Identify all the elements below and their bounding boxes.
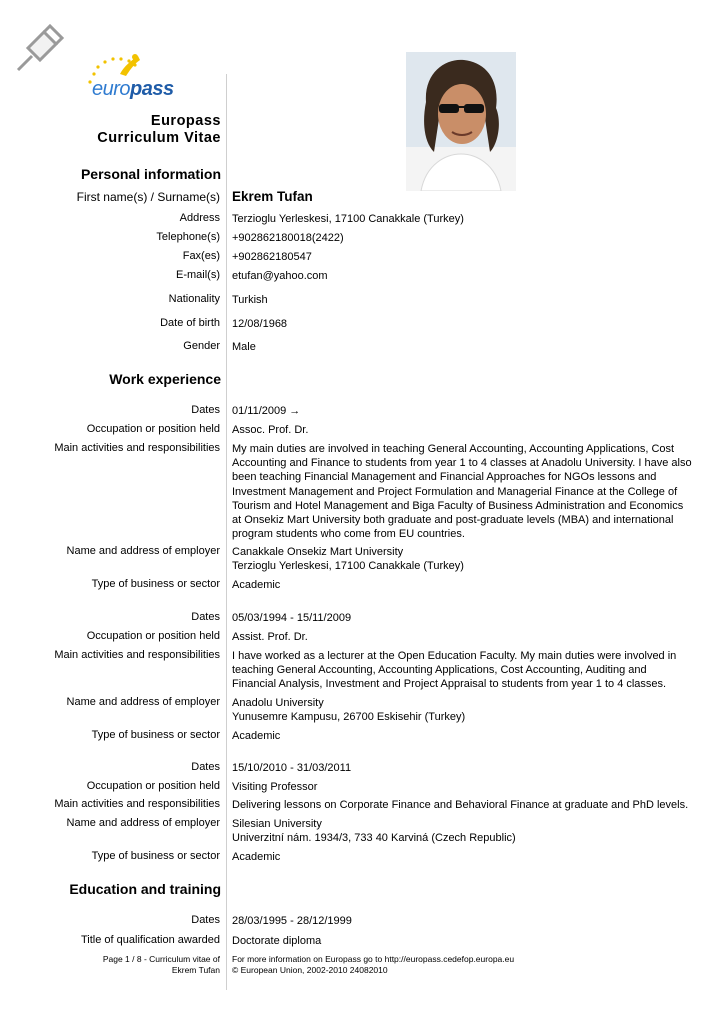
section-education-training: Education and training: [69, 881, 221, 897]
gender-value: Male: [232, 341, 256, 353]
job3-occupation-value: Visiting Professor: [232, 781, 318, 793]
fax-label: Fax(es): [182, 250, 220, 262]
footer-info-line1[interactable]: For more information on Europass go to http://europass.cedefop.europa.eu: [232, 954, 515, 964]
email-label: E-mail(s): [176, 269, 220, 281]
cv-title-line2: Curriculum Vitae: [97, 130, 221, 146]
job1-dates-value: 01/11/2009 →: [232, 405, 301, 417]
job1-employer-name: Canakkale Onsekiz Mart University: [232, 546, 404, 558]
europass-logo: [80, 52, 190, 102]
job2-employer-name: Anadolu University: [232, 697, 324, 709]
job3-occupation-label: Occupation or position held: [86, 780, 220, 792]
name-value: Ekrem Tufan: [232, 189, 313, 204]
cv-title-line1: Europass: [150, 113, 221, 129]
name-label: First name(s) / Surname(s): [76, 190, 220, 204]
job1-activities-label: Main activities and responsibilities: [54, 442, 220, 454]
job1-sector-label: Type of business or sector: [91, 578, 220, 590]
job2-employer-label: Name and address of employer: [66, 696, 220, 708]
section-personal-information: Personal information: [80, 166, 221, 182]
dob-value: 12/08/1968: [232, 318, 288, 330]
job2-dates-value: 05/03/1994 - 15/11/2009: [232, 612, 352, 624]
edu-qualification-value: Doctorate diploma: [232, 935, 322, 947]
address-label: Address: [179, 212, 220, 224]
job2-sector-value: Academic: [232, 730, 281, 742]
job3-activities-value: Delivering lessons on Corporate Finance and Behavioral Finance at graduate and PhD levels.: [232, 799, 689, 811]
footer-page-line1: Page 1 / 8 - Curriculum vitae of: [102, 954, 220, 964]
job2-occupation-value: Assist. Prof. Dr.: [232, 631, 308, 643]
edu-dates-value: 28/03/1995 - 28/12/1999: [232, 915, 352, 927]
telephone-value: +902862180018(2422): [232, 232, 344, 244]
job3-activities-label: Main activities and responsibilities: [54, 798, 220, 810]
job1-employer-address: Terzioglu Yerleskesi, 17100 Canakkale (Turkey): [232, 560, 464, 572]
job1-dates-label: Dates: [191, 404, 220, 416]
job3-sector-value: Academic: [232, 851, 281, 863]
gender-label: Gender: [183, 340, 220, 352]
job2-activities-label: Main activities and responsibilities: [54, 649, 220, 661]
job1-activities-value: My main duties are involved in teaching General Accounting, Accounting Applications, Cost Accounting and Finance to students from year 1 to 4 classes at Anadolu University. I have also been teaching Financial Management and Financial Approaches for NGOs lessons and Investment Management and Project Formulation and Managerial Finance at the College of Tourism and Hotel Management and Biga Faculty of Business Administration and Economics at Onsekiz Mart University both graduate and post-graduate levels (MBA) and international program students who come from EU countries.: [232, 443, 692, 541]
address-value: Terzioglu Yerleskesi, 17100 Canakkale (Turkey): [232, 213, 464, 225]
telephone-label: Telephone(s): [156, 231, 220, 243]
job3-sector-label: Type of business or sector: [91, 850, 220, 862]
job2-employer-address: Yunusemre Kampusu, 26700 Eskisehir (Turkey): [232, 711, 466, 723]
job2-sector-label: Type of business or sector: [91, 729, 220, 741]
edu-qualification-label: Title of qualification awarded: [80, 934, 220, 946]
pushpin-icon: [10, 18, 70, 78]
job1-sector-value: Academic: [232, 579, 281, 591]
job2-occupation-label: Occupation or position held: [86, 630, 220, 642]
fax-value: +902862180547: [232, 251, 312, 263]
job3-dates-label: Dates: [191, 761, 220, 773]
footer-europass-info: [232, 954, 514, 976]
job2-dates-label: Dates: [191, 611, 220, 623]
job3-employer-address: Univerzitní nám. 1934/3, 733 40 Karviná (Czech Republic): [232, 832, 516, 844]
email-value[interactable]: etufan@yahoo.com: [232, 270, 328, 282]
logo-text-pass: pass: [130, 78, 174, 100]
nationality-value: Turkish: [232, 294, 268, 306]
nationality-label: Nationality: [168, 293, 220, 305]
job2-activities-value: I have worked as a lecturer at the Open Education Faculty. My main duties were involved in teaching General Accounting, Accounting Applications, Cost Accounting, Auditing and Financial Analysis, Investment and Project Appraisal to students from year 1 to 4 classes.: [232, 650, 677, 691]
dob-label: Date of birth: [160, 317, 220, 329]
footer-page-info: [70, 954, 220, 976]
column-divider: [226, 74, 227, 990]
job3-employer-label: Name and address of employer: [66, 817, 220, 829]
job1-occupation-value: Assoc. Prof. Dr.: [232, 424, 309, 436]
job1-occupation-label: Occupation or position held: [86, 423, 220, 435]
section-work-experience: Work experience: [109, 371, 221, 387]
job3-dates-value: 15/10/2010 - 31/03/2011: [232, 762, 352, 774]
footer-info-line2: © European Union, 2002-2010 24082010: [232, 965, 388, 975]
edu-dates-label: Dates: [191, 914, 220, 926]
job3-employer-name: Silesian University: [232, 818, 322, 830]
job1-employer-label: Name and address of employer: [66, 545, 220, 557]
logo-text-euro: euro: [92, 78, 131, 100]
profile-photo: [406, 52, 516, 191]
footer-page-line2: Ekrem Tufan: [171, 965, 220, 975]
